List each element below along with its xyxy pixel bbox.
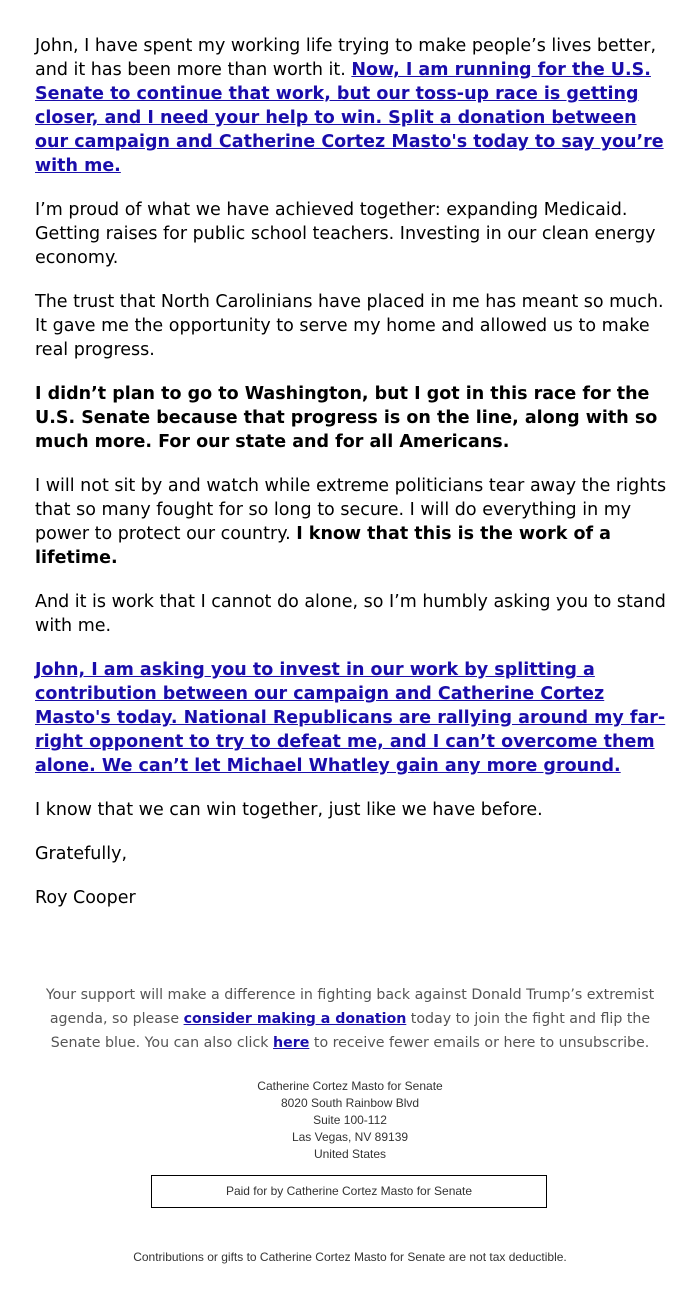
paragraph-achievements: I’m proud of what we have achieved together: expanding Medicaid. Getting raises for public school teachers. Investing in our clean energy economy.	[35, 200, 656, 268]
paragraph-invest	[35, 658, 667, 778]
footer-text-1: Your support will make a difference in fighting back against Donald Trump’s extremist agenda, so please	[45, 987, 655, 1027]
consider-donation-link[interactable]: consider making a donation	[183, 1011, 407, 1027]
closing: Gratefully,	[35, 844, 128, 864]
footer-message	[35, 983, 665, 1055]
mailing-address	[0, 1078, 700, 1163]
donate-link-invest[interactable]: John, I am asking you to invest in our work by splitting a contribution between our campaign and Catherine Cortez Masto's today. National Republicans are rallying around my far-right opponent to try to defeat me, and I can’t overcome them alone. We can’t let Michael Whatley gain any more ground.	[35, 660, 666, 776]
rights-text: I will not sit by and watch while extreme politicians tear away the rights that so many fought for so long to secure. I will do everything in my power to protect our country.	[35, 476, 667, 544]
address-city: Las Vegas, NV 89139	[291, 1130, 409, 1144]
email-body	[35, 34, 667, 930]
bold-lifetime: I know that this is the work of a lifetime.	[35, 524, 611, 568]
paragraph-intro	[35, 34, 667, 178]
address-suite: Suite 100-112	[313, 1113, 387, 1127]
donate-link-split[interactable]: Now, I am running for the U.S. Senate to continue that work, but our toss-up race is getting closer, and I need your help to win. Split a donation between our campaign and Catherine Cortez Masto's today to say you’re with me.	[35, 60, 664, 176]
paragraph-trust: The trust that North Carolinians have placed in me has meant so much. It gave me the opportunity to serve my home and allowed us to make real progress.	[35, 292, 664, 360]
footer-text-2: today to join the fight and flip the Senate blue. You can also click	[50, 1011, 651, 1051]
fewer-emails-link[interactable]: here	[273, 1035, 310, 1051]
bold-statement: I didn’t plan to go to Washington, but I got in this race for the U.S. Senate because that progress is on the line, along with so much more. For our state and for all Americans.	[35, 384, 658, 452]
address-country: United States	[313, 1147, 387, 1161]
paid-for-box: Paid for by Catherine Cortez Masto for Senate	[151, 1175, 547, 1208]
paragraph-win: I know that we can win together, just like we have before.	[35, 800, 543, 820]
address-org: Catherine Cortez Masto for Senate	[257, 1079, 443, 1093]
signature: Roy Cooper	[35, 888, 136, 908]
paragraph-ask: And it is work that I cannot do alone, so I’m humbly asking you to stand with me.	[35, 592, 666, 636]
paragraph-washington	[35, 382, 667, 454]
footer-text-3: to receive fewer emails or here to unsubscribe.	[309, 1035, 650, 1051]
address-street: 8020 South Rainbow Blvd	[280, 1096, 420, 1110]
paragraph-rights	[35, 474, 667, 570]
intro-text: John, I have spent my working life trying to make people’s lives better, and it has been more than worth it.	[35, 36, 657, 80]
tax-disclaimer: Contributions or gifts to Catherine Cortez Masto for Senate are not tax deductible.	[133, 1250, 567, 1264]
